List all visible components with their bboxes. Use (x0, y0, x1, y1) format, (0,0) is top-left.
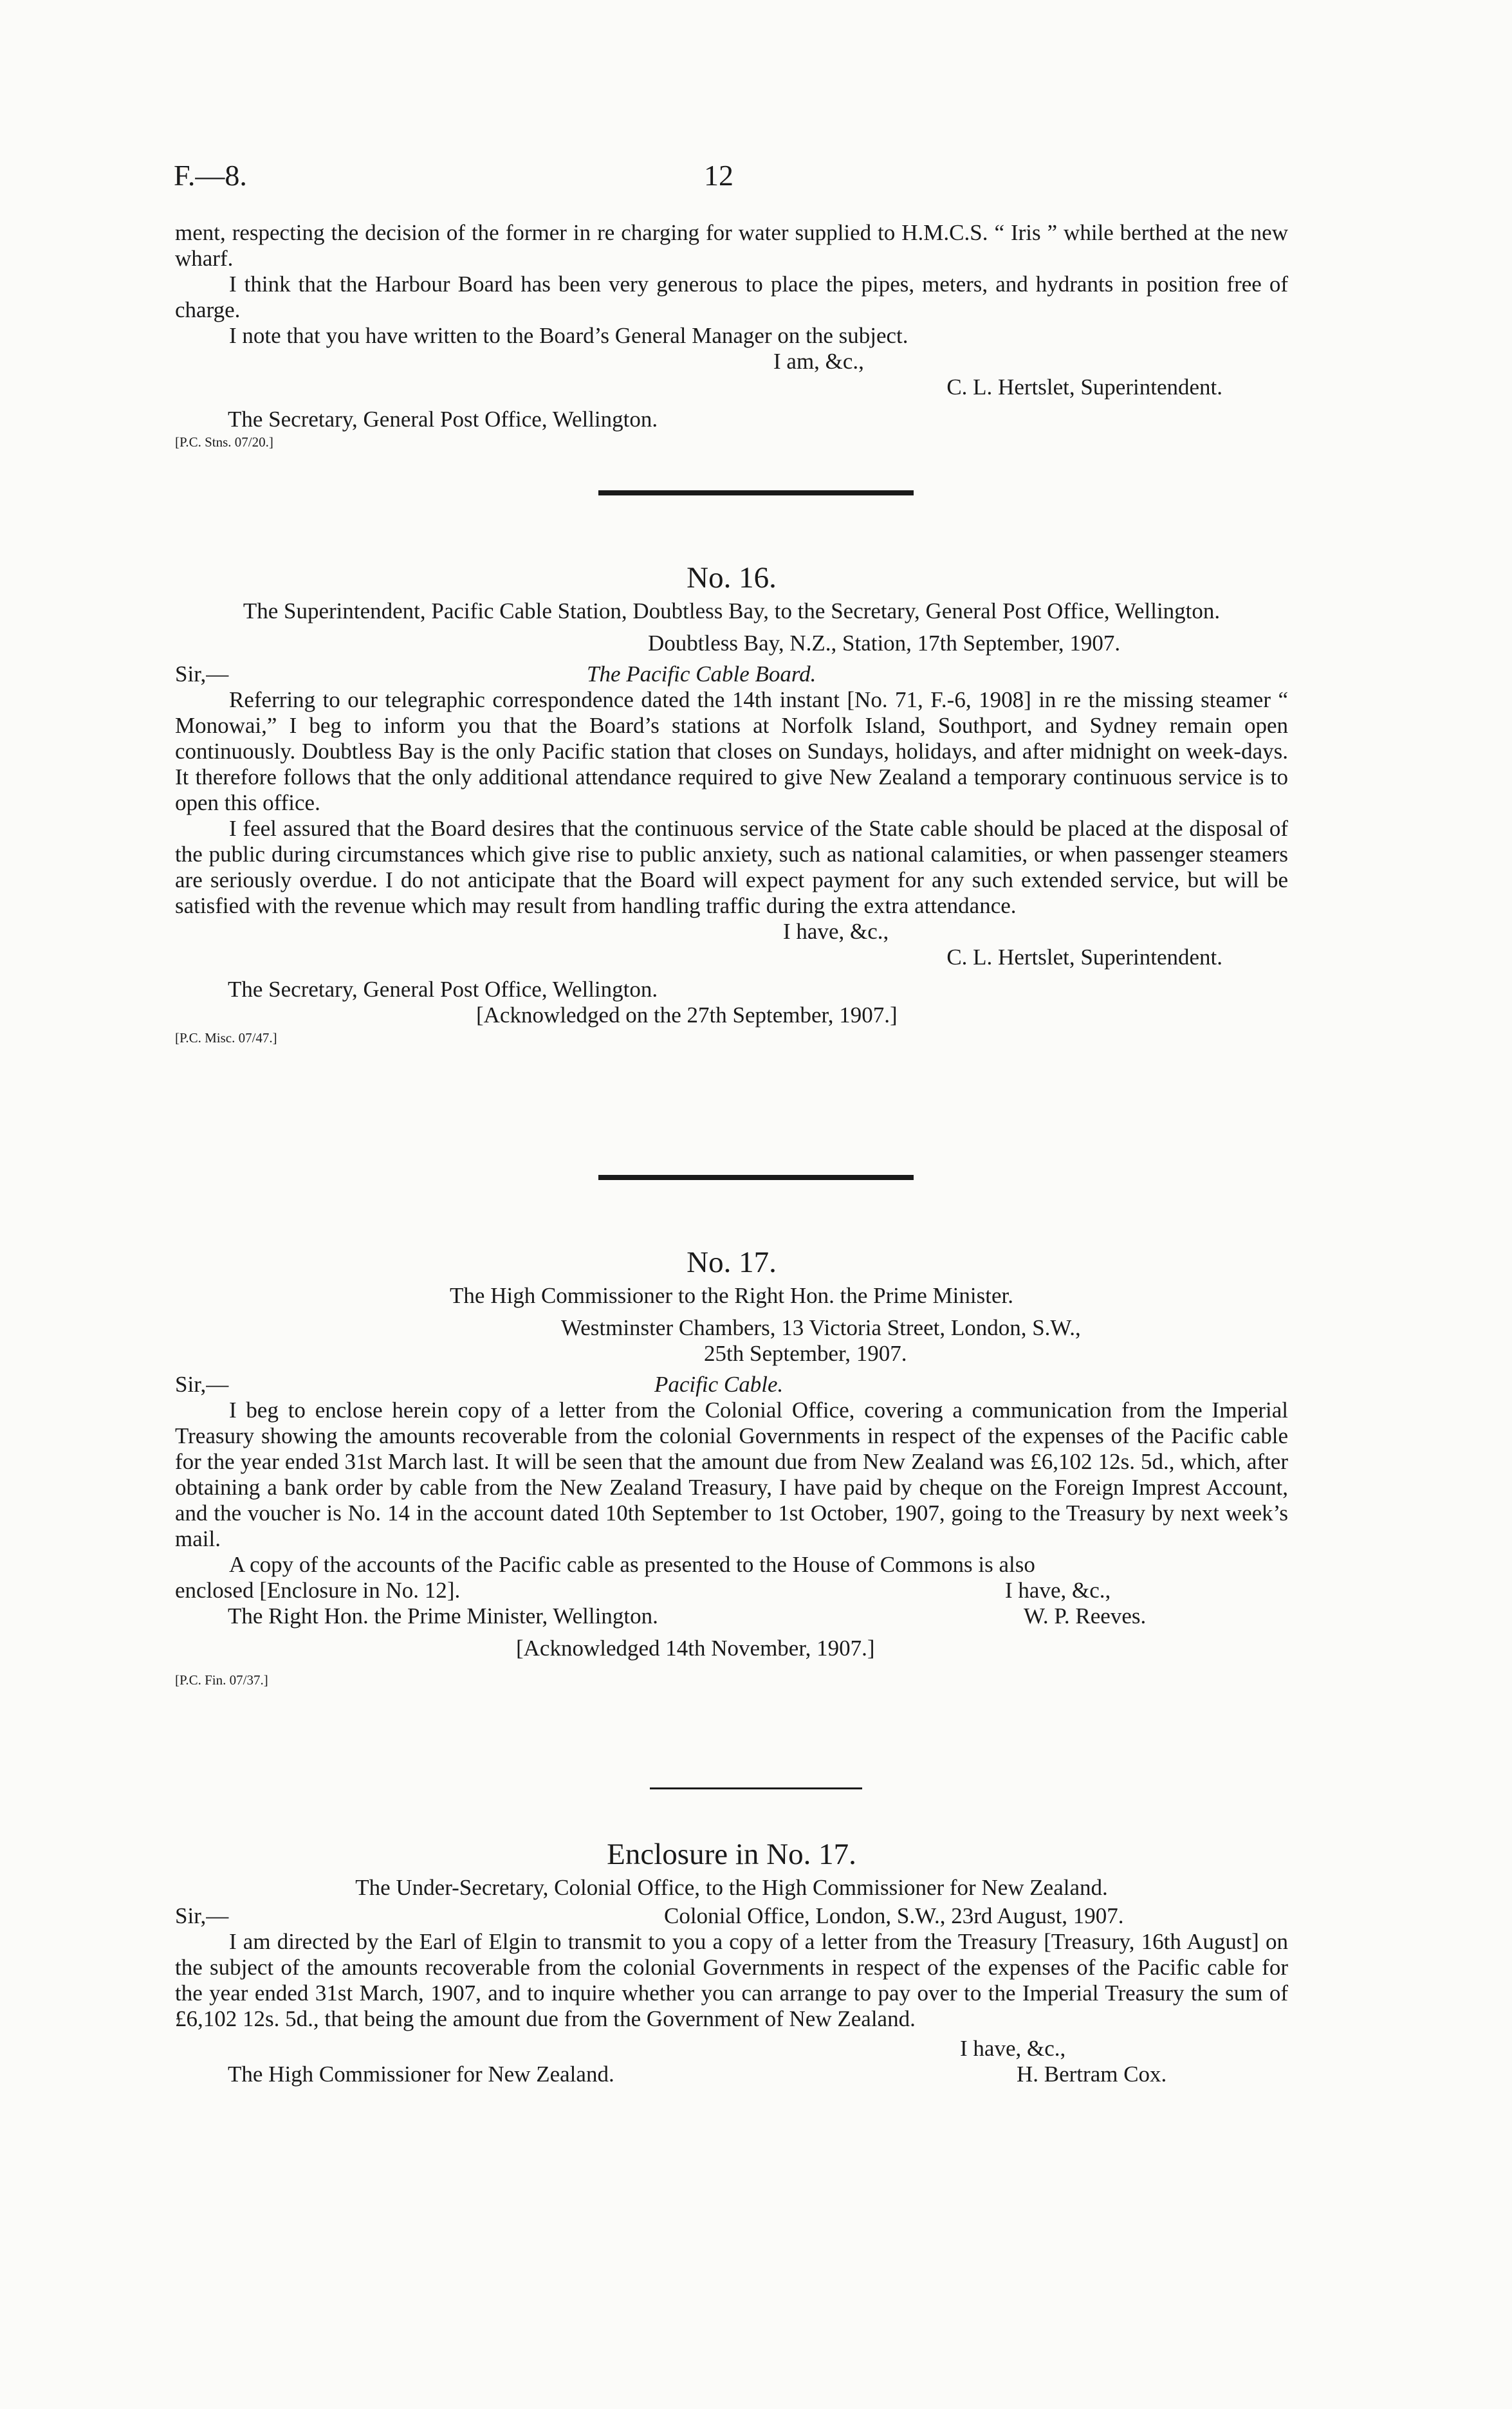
letter-16-para-1: Referring to our telegraphic correspondence dated the 14th instant [No. 71, F.-6, 1908] in re the missing steamer “ Monowai,” I beg to inform you that the Board’s stations at Norfolk Island, Southport, and Sydney remain open continuously. Doubtless Bay is the only Pacific station that closes on Sundays, holidays, and after midnight on week-days. It therefore follows that the only additional attendance required to give New Zealand a temporary continuous service is to open this office. (175, 687, 1288, 815)
enclosure-addressee: The High Commissioner for New Zealand. (228, 2062, 614, 2087)
letter-16-acknowledged: [Acknowledged on the 27th September, 1907.] (476, 1002, 898, 1028)
enclosure-parties: The Under-Secretary, Colonial Office, to the High Commissioner for New Zealand. (355, 1875, 1108, 1900)
top-letter-addressee: The Secretary, General Post Office, Wellington. (228, 407, 658, 432)
enclosure-no-17 (175, 1834, 1288, 2087)
enclosure-signature: H. Bertram Cox. (1017, 2062, 1167, 2087)
letter-16-salutation: Sir,— (175, 661, 229, 687)
letter-no-17 (175, 1242, 1288, 1690)
letter-17-subject: Pacific Cable. (654, 1372, 784, 1397)
enclosure-closing: I have, &c., (960, 2036, 1066, 2061)
letter-16-heading: No. 16. (687, 561, 777, 595)
letter-16-parties: The Superintendent, Pacific Cable Station, Doubtless Bay, to the Secretary, General Post Office, Wellington. (243, 598, 1221, 623)
top-letter-signature: C. L. Hertslet, Superintendent. (946, 374, 1222, 400)
letter-17-salutation: Sir,— (175, 1372, 229, 1397)
letter-17-parties: The High Commissioner to the Right Hon. the Prime Minister. (450, 1283, 1013, 1308)
letter-16-signature: C. L. Hertslet, Superintendent. (946, 945, 1222, 970)
letter-17-para-2-start: A copy of the accounts of the Pacific cable as presented to the House of Commons is also (229, 1552, 1035, 1577)
top-letter-ref: [P.C. Stns. 07/20.] (175, 434, 273, 450)
letter-16-addressee: The Secretary, General Post Office, Wellington. (228, 977, 658, 1002)
top-letter (175, 220, 1288, 452)
enclosure-heading: Enclosure in No. 17. (607, 1838, 856, 1871)
section-divider-1 (0, 490, 1512, 495)
page-number: 12 (704, 159, 733, 192)
letter-16-subject: The Pacific Cable Board. (587, 661, 816, 687)
enclosure-para-1: I am directed by the Earl of Elgin to transmit to you a copy of a letter from the Treasury [Treasury, 16th August] on the subject of the amounts recoverable from the colonial Governments in respect of the expenses of the Pacific cable for the year ended 31st March, 1907, and to inquire whether you can arrange to pay over to the Imperial Treasury the sum of £6,102 12s. 5d., that being the amount due from the Government of New Zealand. (175, 1929, 1288, 2031)
top-letter-closing: I am, &c., (773, 349, 864, 374)
letter-17-dateline-1: Westminster Chambers, 13 Victoria Street, London, S.W., (561, 1315, 1081, 1340)
top-letter-para-2: I think that the Harbour Board has been very generous to place the pipes, meters, and hydrants in position free of charge. (175, 272, 1288, 322)
letter-16-para-2: I feel assured that the Board desires that the continuous service of the State cable should be placed at the disposal of the public during circumstances which give rise to public anxiety, such as national calamities, or when passenger steamers are seriously overdue. I do not anticipate that the Board will expect payment for any such extended service, but will be satisfied with the revenue which may result from handling traffic during the extra attendance. (175, 816, 1288, 918)
letter-17-dateline-2: 25th September, 1907. (704, 1341, 907, 1366)
top-letter-para-1: ment, respecting the decision of the former in re charging for water supplied to H.M.C.S. “ Iris ” while berthed at the new wharf. (175, 220, 1288, 271)
letter-17-ref: [P.C. Fin. 07/37.] (175, 1672, 268, 1688)
letter-16-closing: I have, &c., (783, 919, 889, 944)
section-divider-3 (0, 1787, 1512, 1789)
enclosure-dateline: Colonial Office, London, S.W., 23rd August, 1907. (664, 1903, 1124, 1928)
letter-17-heading: No. 17. (687, 1246, 777, 1279)
letter-no-16 (175, 557, 1288, 1048)
document-code: F.—8. (174, 159, 247, 192)
top-letter-para-3: I note that you have written to the Board’s General Manager on the subject. (229, 323, 908, 348)
letter-17-para-2-end: enclosed [Enclosure in No. 12]. (175, 1578, 461, 1603)
letter-17-para-1: I beg to enclose herein copy of a letter from the Colonial Office, covering a communication from the Imperial Treasury showing the amounts recoverable from the colonial Governments in respect of the expenses of the Pacific cable for the year ended 31st March last. It will be seen that the amount due from New Zealand was £6,102 12s. 5d., which, after obtaining a bank order by cable from the New Zealand Treasury, I have paid by cheque on the Foreign Imprest Account, and the voucher is No. 14 in the account dated 10th September to 1st October, 1907, going to the Treasury by next week’s mail. (175, 1398, 1288, 1551)
letter-17-signature: W. P. Reeves. (1024, 1603, 1147, 1629)
letter-17-addressee: The Right Hon. the Prime Minister, Wellington. (228, 1603, 658, 1629)
enclosure-salutation: Sir,— (175, 1903, 229, 1928)
letter-16-ref: [P.C. Misc. 07/47.] (175, 1030, 277, 1046)
letter-16-dateline: Doubtless Bay, N.Z., Station, 17th September, 1907. (648, 631, 1121, 656)
letter-17-acknowledged: [Acknowledged 14th November, 1907.] (516, 1636, 875, 1661)
letter-17-closing: I have, &c., (1005, 1578, 1111, 1603)
section-divider-2 (0, 1175, 1512, 1180)
